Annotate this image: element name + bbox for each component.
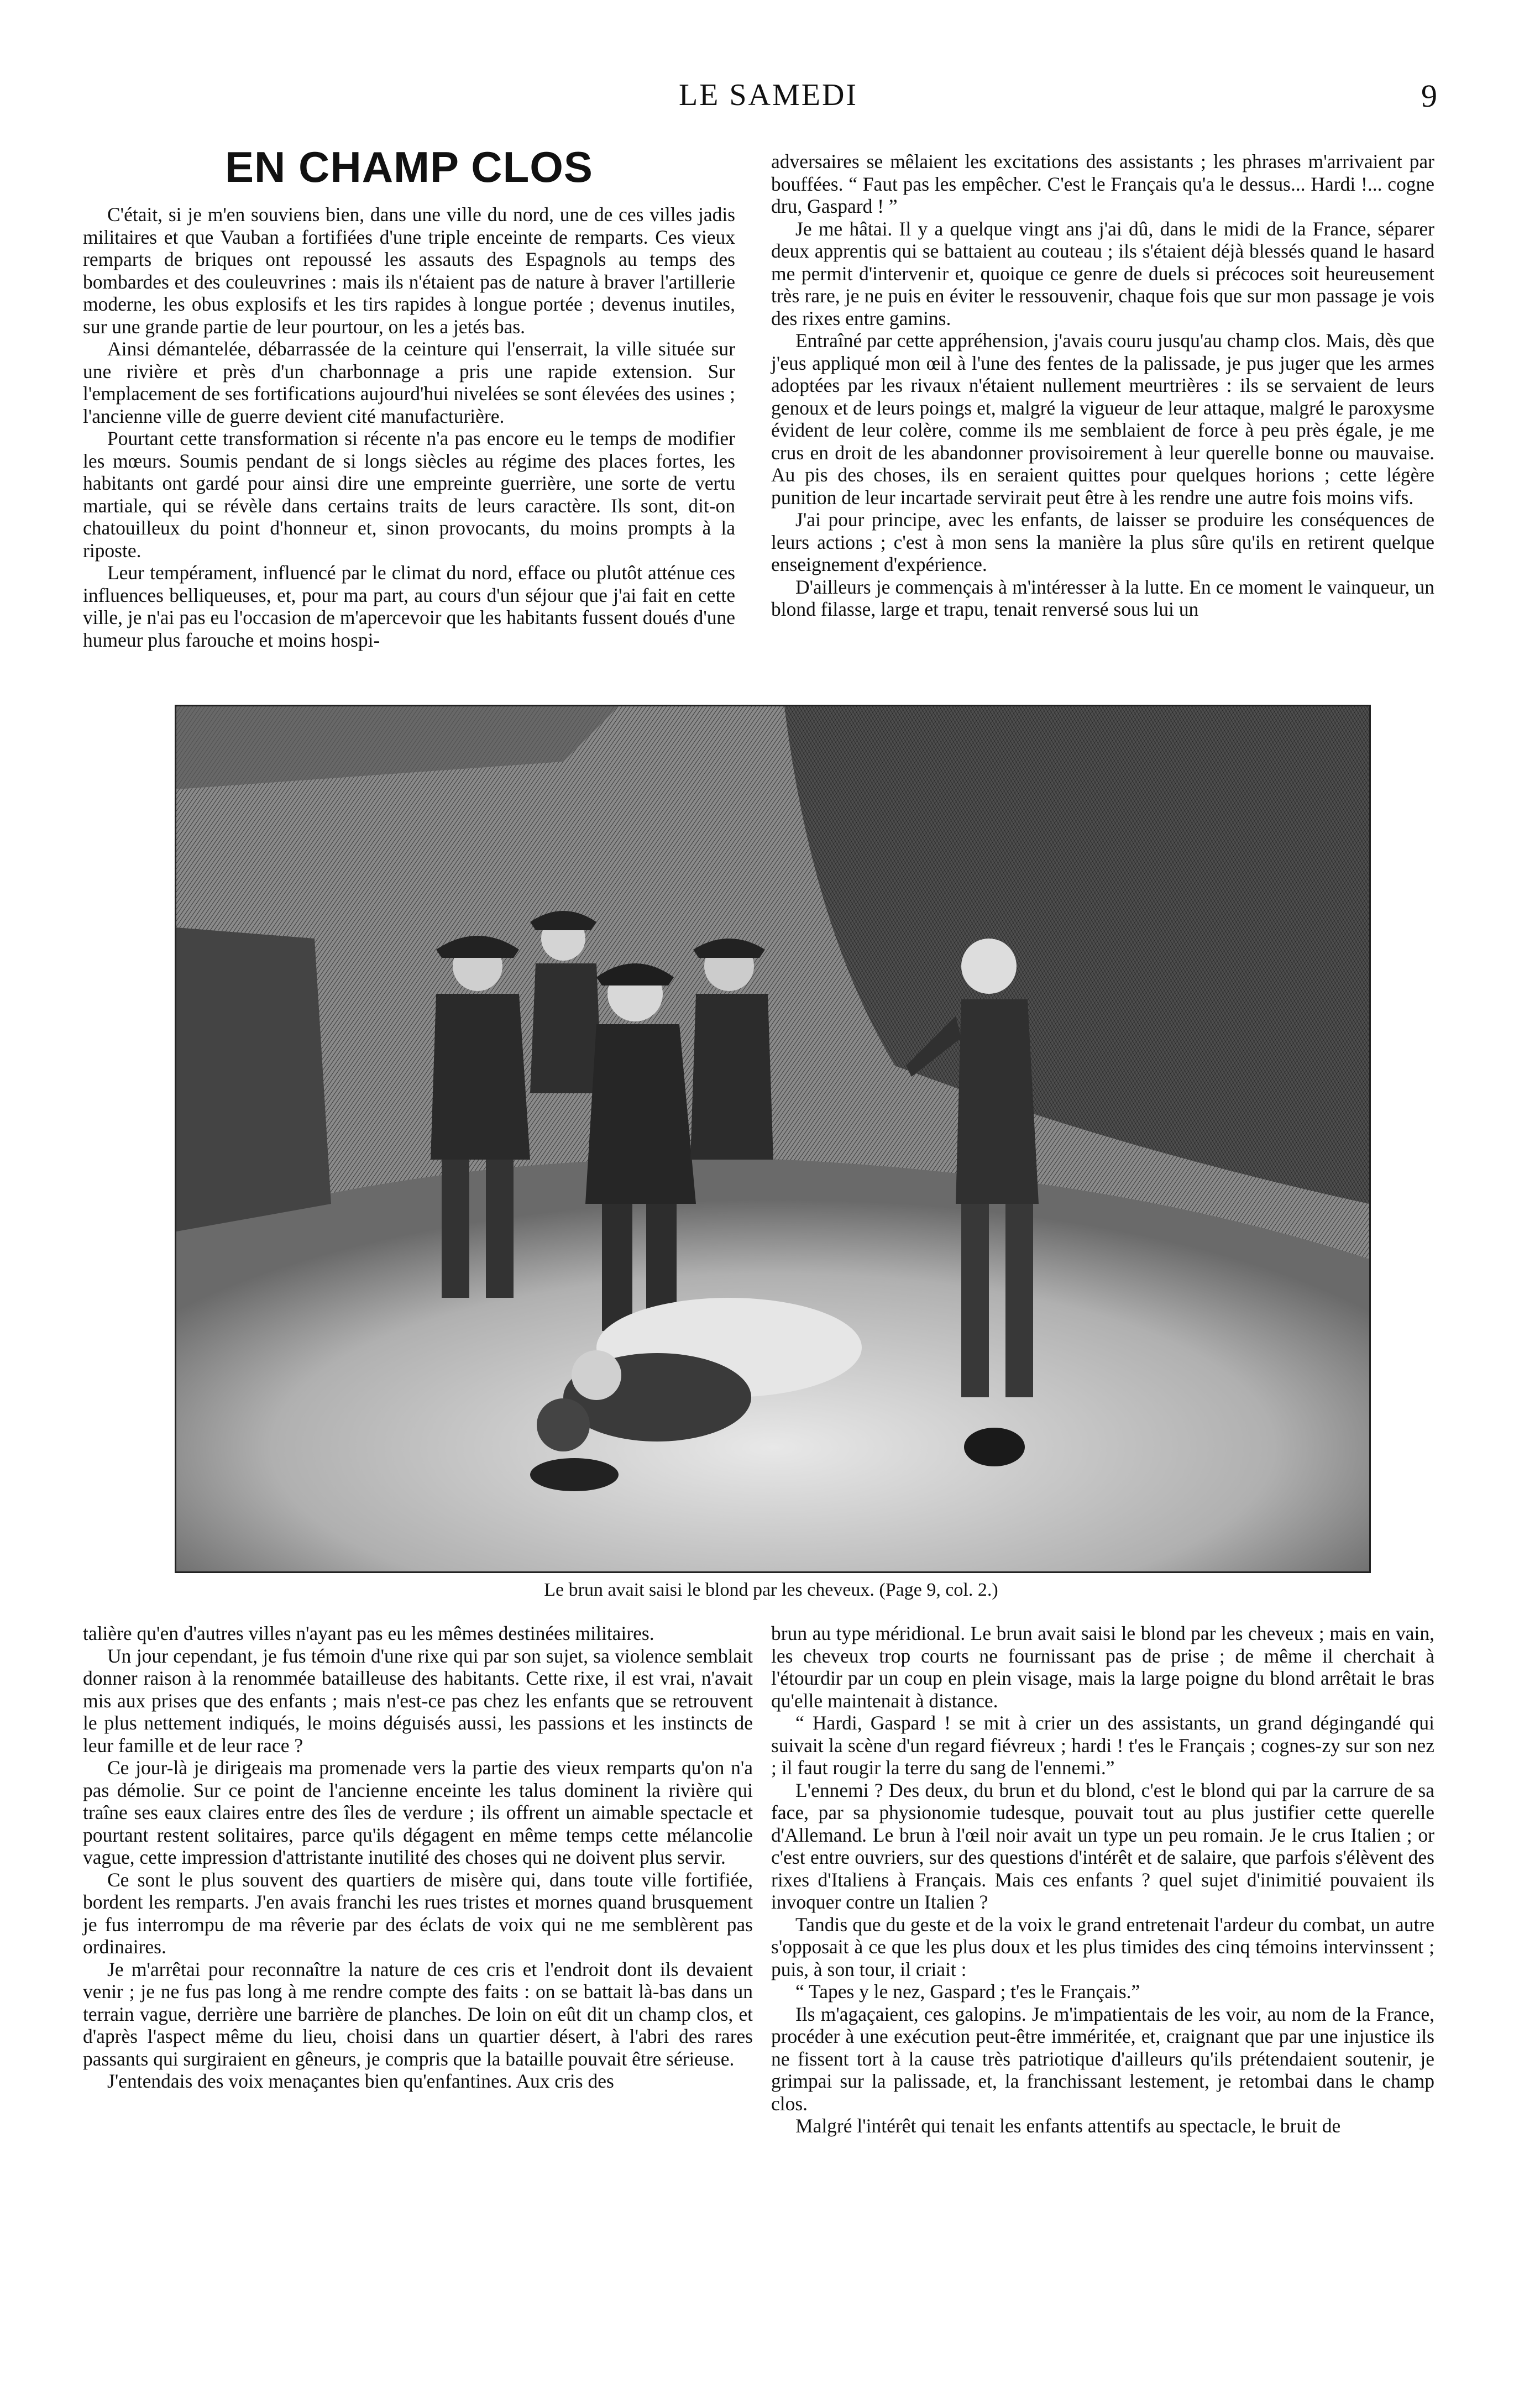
paragraph: adversaires se mêlaient les excitations des assistants ; les phrases m'arrivaient par bouffées. “ Faut pas les empêcher. C'est le Français qu'a le dessus... Hardi !... cogne dru, Gaspard ! ” — [771, 150, 1434, 217]
paragraph: C'était, si je m'en souviens bien, dans une ville du nord, une de ces villes jadis militaires et que Vauban a fortifiées d'une triple enceinte de remparts. Ces vieux remparts de briques ont repoussé les assauts des Espagnols au temps des bombardes et des couleuvrines : mais ils n'étaient pas de nature à braver l'artillerie moderne, les obus explosifs et les tirs rapides à longue portée ; devenus inutiles, sur une grande partie de leur pourtour, on les a jetés bas. — [83, 203, 735, 338]
paragraph: Ce sont le plus souvent des quartiers de misère qui, dans toute ville fortifiée, bordent les remparts. J'en avais franchi les rues tristes et mornes quand brusquement je fus interrompu de ma rêverie par des éclats de voix qui ne me semblèrent pas ordinaires. — [83, 1868, 753, 1958]
paragraph: brun au type méridional. Le brun avait saisi le blond par les cheveux ; mais en vain, les cheveux trop courts ne fournissant pas de prise ; de même il cherchait à l'étourdir par un coup en plein visage, mais la large poigne du blond arrêtait le bras qu'elle maintenait à distance. — [771, 1622, 1434, 1712]
paragraph: Entraîné par cette appréhension, j'avais couru jusqu'au champ clos. Mais, dès que j'eus appliqué mon œil à l'une des fentes de la palissade, je pus juger que les armes adoptées par les rivaux n'étaient nullement meurtrières : ils se servaient de leurs genoux et de leurs poings et, malgré la vigueur de leur attaque, malgré le paroxysme évident de leur colère, comme ils me semblaient de force à peu près égale, je me crus en droit de les abandonner provisoirement à leur querelle bonne ou mauvaise. Au pis des choses, ils en seraient quittes pour quelques horions ; cette légère punition de leur incartade servirait peut être à les rendre une autre fois moins vifs. — [771, 329, 1434, 509]
paragraph: Ils m'agaçaient, ces galopins. Je m'impatientais de les voir, au nom de la France, procéder à une exécution peut-être imméritée, et, craignant que par une injustice ils ne fissent tort à la cause très patriotique d'ailleurs qu'ils prétendaient soutenir, je grimpai sur la palissade, et, la franchissant lestement, je retombai dans le champ clos. — [771, 2003, 1434, 2115]
fallen-hat — [964, 1428, 1025, 1466]
column-top-left — [83, 143, 735, 651]
engraving-illustration — [175, 705, 1371, 1573]
column-bottom-right — [771, 1622, 1434, 2137]
figure-caption: Le brun avait saisi le blond par les cheveux. (Page 9, col. 2.) — [544, 1580, 998, 1600]
paragraph: Ainsi démantelée, débarrassée de la ceinture qui l'enserrait, la ville située sur une rivière et près d'un charbonnage a pris une rapide extension. Sur l'emplacement de ses fortifications aujourd'hui nivelées se sont élevées des usines ; l'ancienne ville de guerre devient cité manufacturière. — [83, 338, 735, 427]
dropped-bag — [530, 1458, 619, 1491]
paragraph: “ Hardi, Gaspard ! se mit à crier un des assistants, un grand dégingandé qui suivait la scène d'un regard fiévreux ; hardi ! t'es le Français ; cognes-zy sur son nez ; il faut rougir la terre du sang de l'ennemi.” — [771, 1712, 1434, 1779]
paragraph: Tandis que du geste et de la voix le grand entretenait l'ardeur du combat, un autre s'opposait à ce que les plus doux et les plus timides des cinq témoins intervinssent ; puis, à son tour, il criait : — [771, 1913, 1434, 1980]
paragraph: Un jour cependant, je fus témoin d'une rixe qui par son sujet, sa violence semblait donner raison à la renommée batailleuse des habitants. Cette rixe, il est vrai, n'avait mis aux prises que des enfants ; mais n'est-ce pas chez les enfants que se retrouvent le plus nettement indiqués, le moins déguisés aussi, les passions et les instincts de leur famille et de leur race ? — [83, 1644, 753, 1757]
engraving-svg — [176, 706, 1369, 1571]
column-top-right — [771, 150, 1434, 621]
paragraph: Ce jour-là je dirigeais ma promenade vers la partie des vieux remparts qu'on n'a pas démolie. Sur ce point de l'ancienne enceinte les talus dominent la rivière qui traîne ses eaux claires entre des îles de verdure ; ils offrent un aimable spectacle et pourtant restent solitaires, parce qu'ils dégagent en même temps cette mélancolie vague, cette impression d'attristante inutilité des choses qui ne doivent plus servir. — [83, 1757, 753, 1868]
paragraph: “ Tapes y le nez, Gaspard ; t'es le Français.” — [795, 1980, 1140, 2003]
paragraph: Leur tempérament, influencé par le climat du nord, efface ou plutôt atténue ces influences belliqueuses, et, pour ma part, au cours d'un séjour que j'ai fait en cette ville, je n'ai pas eu l'occasion de m'apercevoir que les habitants fussent doués d'une humeur plus farouche et moins hospi- — [83, 562, 735, 651]
paragraph: talière qu'en d'autres villes n'ayant pas eu les mêmes destinées militaires. — [83, 1622, 654, 1644]
page-header — [0, 77, 1540, 122]
article-title: EN CHAMP CLOS — [225, 143, 593, 191]
paragraph: Pourtant cette transformation si récente n'a pas encore eu le temps de modifier les mœurs. Soumis pendant de si longs siècles au régime des places fortes, les habitants ont gardé pour ainsi dire une empreinte guerrière, une sorte de vertu martiale, qui se révèle dans certains traits de leurs caractère. Ils sont, dit-on chatouilleux du point d'honneur et, sinon provocants, du moins prompts à la riposte. — [83, 427, 735, 562]
woodpile — [176, 927, 331, 1231]
running-title: LE SAMEDI — [678, 78, 858, 112]
paragraph: D'ailleurs je commençais à m'intéresser à la lutte. En ce moment le vainqueur, un blond filasse, large et trapu, tenait renversé sous lui un — [771, 575, 1434, 620]
column-bottom-left — [83, 1622, 753, 2093]
page-number: 9 — [1421, 78, 1437, 114]
paragraph: J'ai pour principe, avec les enfants, de laisser se produire les conséquences de leurs actions ; c'est à mon sens la manière la plus sûre qu'ils en retirent quelque enseignement d'expérience. — [771, 509, 1434, 575]
paragraph: Malgré l'intérêt qui tenait les enfants attentifs au spectacle, le bruit de — [795, 2115, 1341, 2137]
paragraph: L'ennemi ? Des deux, du brun et du blond, c'est le blond qui par la carrure de sa face, par sa physionomie tudesque, pouvait tout au plus justifier cette querelle d'Allemand. Le brun à l'œil noir avait un type un peu romain. Je le crus Italien ; or c'est entre ouvriers, sur des questions d'intérêt et de salaire, que parfois s'élèvent des rixes d'Italiens à Français. Mais ces enfants ? quel sujet d'inimitié pouvaient ils invoquer contre un Italien ? — [771, 1779, 1434, 1913]
paragraph: Je me hâtai. Il y a quelque vingt ans j'ai dû, dans le midi de la France, séparer deux apprentis qui se battaient au couteau ; ils s'étaient déjà blessés quand le hasard me permit d'intervenir et, quoique ce genre de duels si précoces soit heureusement très rare, je ne puis en éviter le ressouvenir, chaque fois que sur mon passage je vois des rixes entre gamins. — [771, 217, 1434, 329]
paragraph: J'entendais des voix menaçantes bien qu'enfantines. Aux cris des — [107, 2070, 614, 2092]
paragraph: Je m'arrêtai pour reconnaître la nature de ces cris et l'endroit dont ils devaient venir ; je ne fus pas long à me rendre compte des faits : on se battait là-bas dans un terrain vague, derrière une barrière de planches. De loin on eût dit un champ clos, et d'après l'aspect même du lieu, choisi dans un quartier désert, à l'abri des rares passants qui surgiraient en gêneurs, je compris que la bataille pouvait être sérieuse. — [83, 1958, 753, 2070]
